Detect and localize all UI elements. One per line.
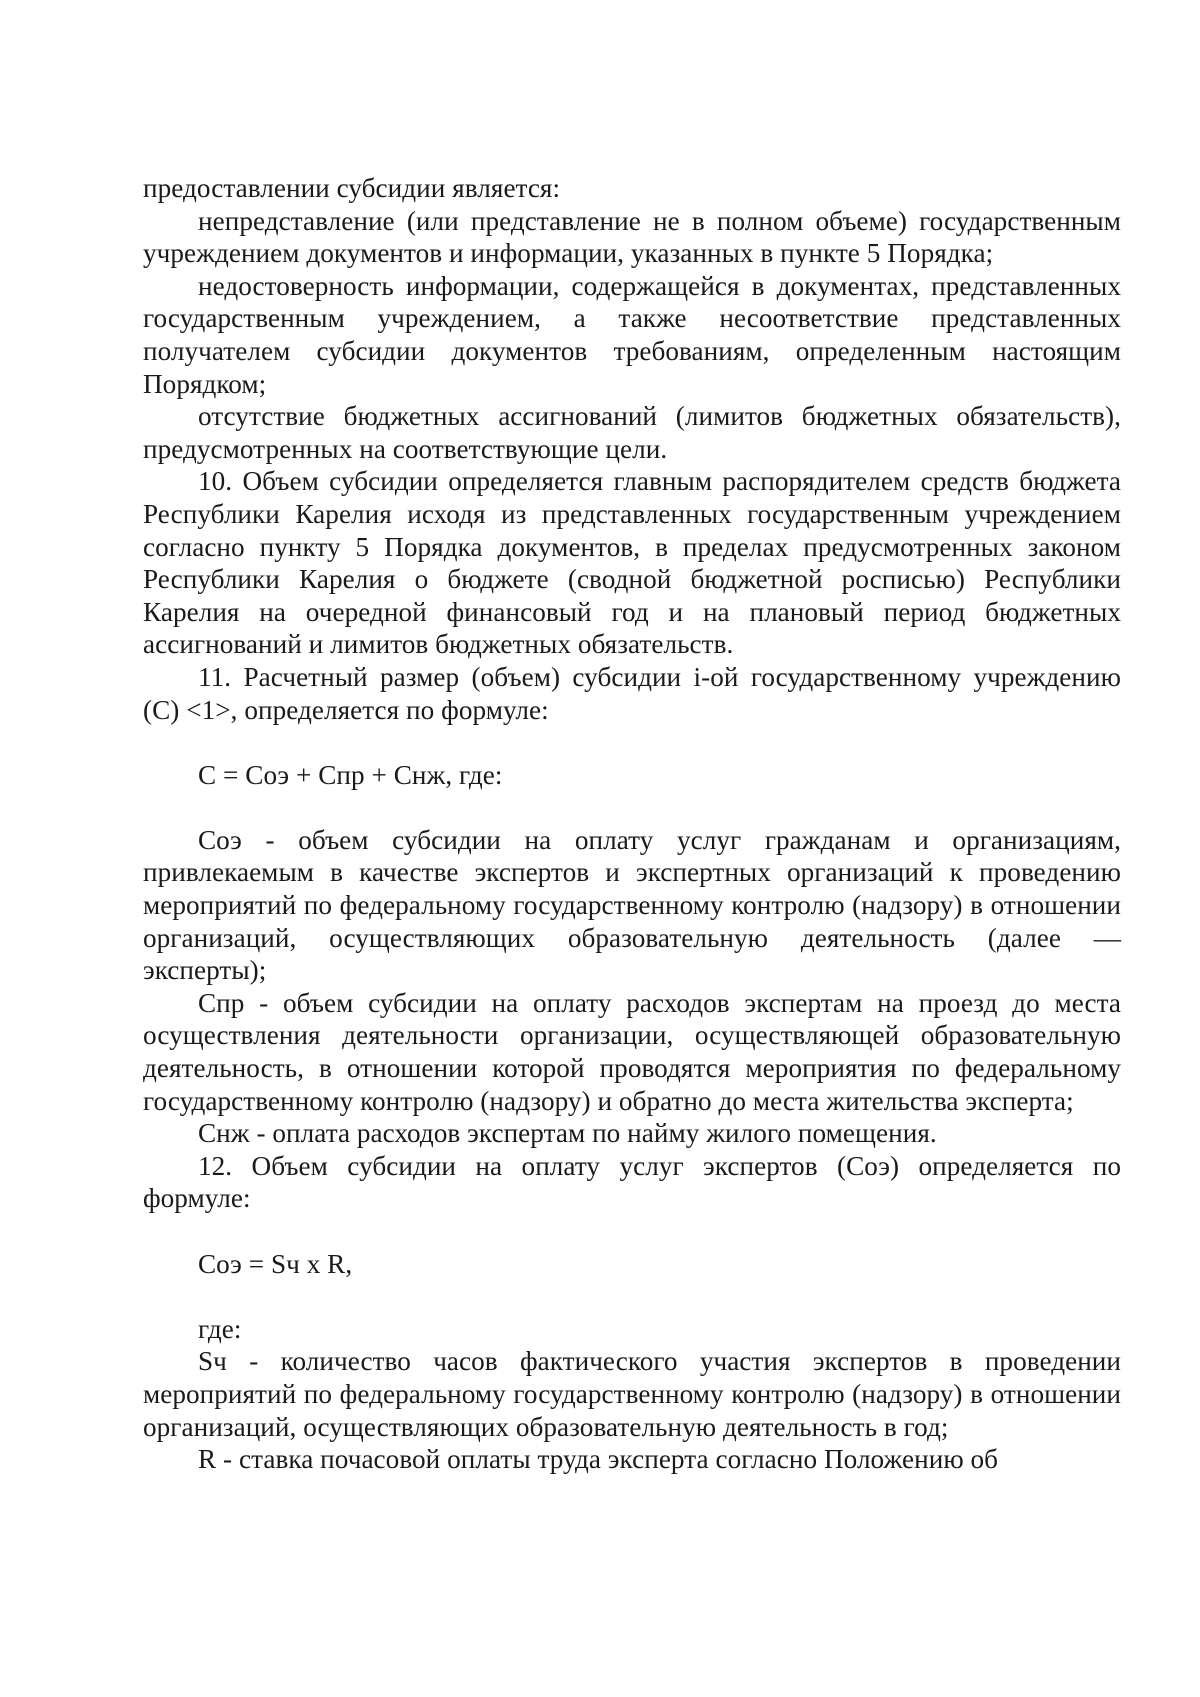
paragraph-10: 10. Объем субсидии определяется главным распорядителем средств бюджета Республики Карелия исходя из представленных государственным учреждением согласно пункту 5 Порядка документов, в пределах предусмотренных законом Республики Карелия о бюджете (сводной бюджетной росписью) Республики Карелия на очередной финансовый год и на плановый период бюджетных ассигнований и лимитов бюджетных обязательств. [143, 466, 1121, 660]
document-body [143, 172, 1121, 1476]
spacer [143, 726, 1121, 759]
paragraph: непредставление (или представление не в полном объеме) государственным учреждением документов и информации, указанных в пункте 5 Порядка; [143, 205, 1121, 269]
formula-where: где: [198, 1313, 242, 1344]
paragraph: предоставлении субсидии является: [143, 173, 561, 203]
paragraph: недостоверность информации, содержащейся в документах, представленных государственным учреждением, а также несоответствие представленных получателем субсидии документов требованиям, определенным настоящим Порядком; [143, 270, 1121, 399]
paragraph: отсутствие бюджетных ассигнований (лимитов бюджетных обязательств), предусмотренных на соответствующие цели. [143, 401, 1121, 464]
formula-c: С = Соэ + Спр + Снж, где: [198, 759, 503, 790]
definition-coe: Соэ - объем субсидии на оплату услуг гражданам и организациям, привлекаемым в качестве экспертов и экспертных организаций к проведению мероприятий по федеральному государственному контролю (надзору) в отношении организаций, осуществляющих образовательную деятельность (далее — эксперты); [143, 824, 1121, 986]
definition-r: R - ставка почасовой оплаты труда эксперта согласно Положению об [198, 1444, 999, 1475]
paragraph-12: 12. Объем субсидии на оплату услуг экспертов (Соэ) определяется по формуле: [143, 1150, 1121, 1214]
spacer [143, 1280, 1121, 1313]
definition-cnzh: Снж - оплата расходов экспертам по найму жилого помещения. [198, 1118, 937, 1149]
paragraph-11: 11. Расчетный размер (объем) субсидии i-ой государственному учреждению (С) <1>, определяется по формуле: [143, 661, 1121, 725]
formula-coe: Соэ = Sч x R, [198, 1248, 353, 1279]
spacer [143, 1215, 1121, 1248]
definition-sch: Sч - количество часов фактического участия экспертов в проведении мероприятий по федеральному государственному контролю (надзору) в отношении организаций, осуществляющих образовательную деятельность в год; [143, 1346, 1121, 1442]
spacer [143, 791, 1121, 824]
definition-cpr: Спр - объем субсидии на оплату расходов экспертам на проезд до места осуществления деятельности организации, осуществляющей образовательную деятельность, в отношении которой проводятся мероприятия по федеральному государственному контролю (надзору) и обратно до места жительства эксперта; [143, 987, 1121, 1116]
